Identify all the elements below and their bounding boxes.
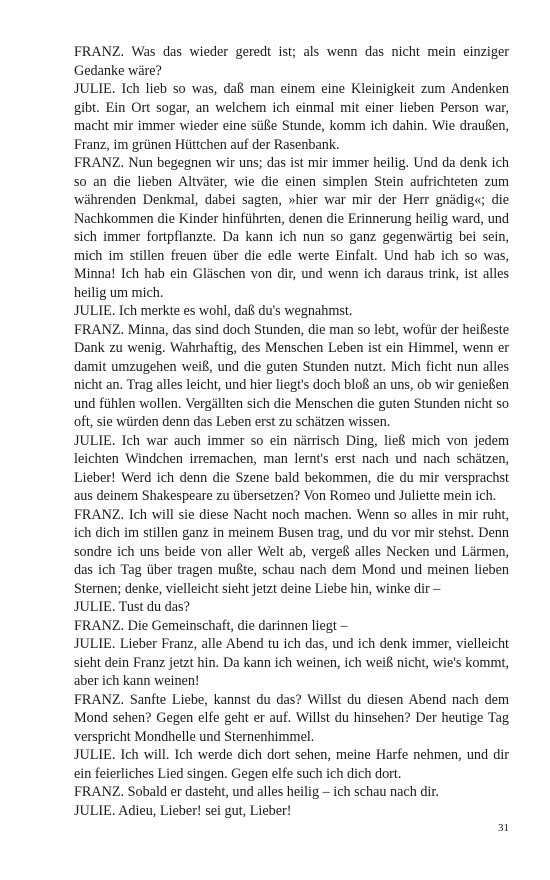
dialogue-line-13: FRANZ. Sobald er dasteht, und alles heilig – ich schau nach dir.	[74, 784, 439, 800]
dialogue-line-6: JULIE. Ich war auch immer so ein närrisch Ding, ließ mich von jedem leichten Windchen irremachen, man lernt's erst nach und nach schätzen, Lieber! Werd ich denn die Szene bald bekommen, die du mir versprachst aus deinem Shakespeare zu übersetzen? Von Romeo und Juliette mein ich.	[74, 432, 509, 504]
page-number: 31	[498, 822, 509, 834]
dialogue-text	[74, 43, 509, 820]
dialogue-line-4: JULIE. Ich merkte es wohl, daß du's wegnahmst.	[74, 303, 353, 319]
dialogue-line-11: FRANZ. Sanfte Liebe, kannst du das? Willst du diesen Abend nach dem Mond sehen? Gegen elfe geht er auf. Willst du hinsehen? Der heutige Tag verspricht Mondhelle und Sternenhimmel.	[74, 691, 509, 745]
dialogue-line-10: JULIE. Lieber Franz, alle Abend tu ich das, und ich denk immer, vielleicht sieht dein Franz jetzt hin. Da kann ich weinen, ich weiß nicht, wie's kommt, aber ich kann weinen!	[74, 636, 509, 689]
dialogue-line-9: FRANZ. Die Gemeinschaft, die darinnen liegt –	[74, 617, 348, 634]
dialogue-line-12: JULIE. Ich will. Ich werde dich dort sehen, meine Harfe nehmen, und dir ein feierliches Lied singen. Gegen elfe such ich dich dort.	[74, 747, 509, 782]
dialogue-line-2: JULIE. Ich lieb so was, daß man einem eine Kleinigkeit zum Andenken gibt. Ein Ort sogar, an welchem ich einmal mit einer lieben Person war, macht mir immer wieder eine süße Stunde, komm ich dahin. Wie draußen, Franz, im grünen Hüttchen auf der Rasenbank.	[74, 81, 509, 153]
dialogue-line-7: FRANZ. Ich will sie diese Nacht noch machen. Wenn so alles in mir ruht, ich dich im stillen ganz in meinem Busen trag, und du vor mir stehst. Denn sondre ich uns beide von aller Welt ab, vergeß alles Necken und Lärmen, das ich Tag über tragen mußte, schau nach dem Mond und meinen lieben Sternen; denke, vielleicht sieht jetzt deine Liebe hin, winke dir –	[74, 506, 509, 597]
dialogue-line-8: JULIE. Tust du das?	[74, 599, 190, 615]
dialogue-line-5: FRANZ. Minna, das sind doch Stunden, die man so lebt, wofür der heißeste Dank zu wenig. Wahrhaftig, des Menschen Leben ist ein Himmel, wenn er damit umzugehen weiß, und die guten Stunden nutzt. Mich ficht nun alles nicht an. Trag alles leicht, und hier liegt's doch bloß an uns, ob wir genießen und fühlen wollen. Vergällten sich die Menschen die guten Stunden nicht so oft, sie würden denn das Leben erst zu schätzen wissen.	[74, 321, 509, 430]
dialogue-line-3: FRANZ. Nun begegnen wir uns; das ist mir immer heilig. Und da denk ich so an die lieben Altväter, wie die einen simplen Stein aufrichteten zum währenden Denkmal, dabei sagten, »hier war mir der Herr gnädig«; die Nachkommen die Kinder hinführten, denen die Erinnerung heilig ward, und sich immer fortpflanzte. Da kann ich nun so ganz gegenwärtig bei sein, mich im stillen freuen über die edle werte Einfalt. Und hab ich so was, Minna! Ich hab ein Gläschen von dir, und wenn ich daraus trink, ist alles heilig um mich.	[74, 155, 509, 301]
dialogue-line-14: JULIE. Adieu, Lieber! sei gut, Lieber!	[74, 802, 292, 819]
dialogue-line-1: FRANZ. Was das wieder geredt ist; als wenn das nicht mein einziger Gedanke wäre?	[74, 44, 509, 79]
